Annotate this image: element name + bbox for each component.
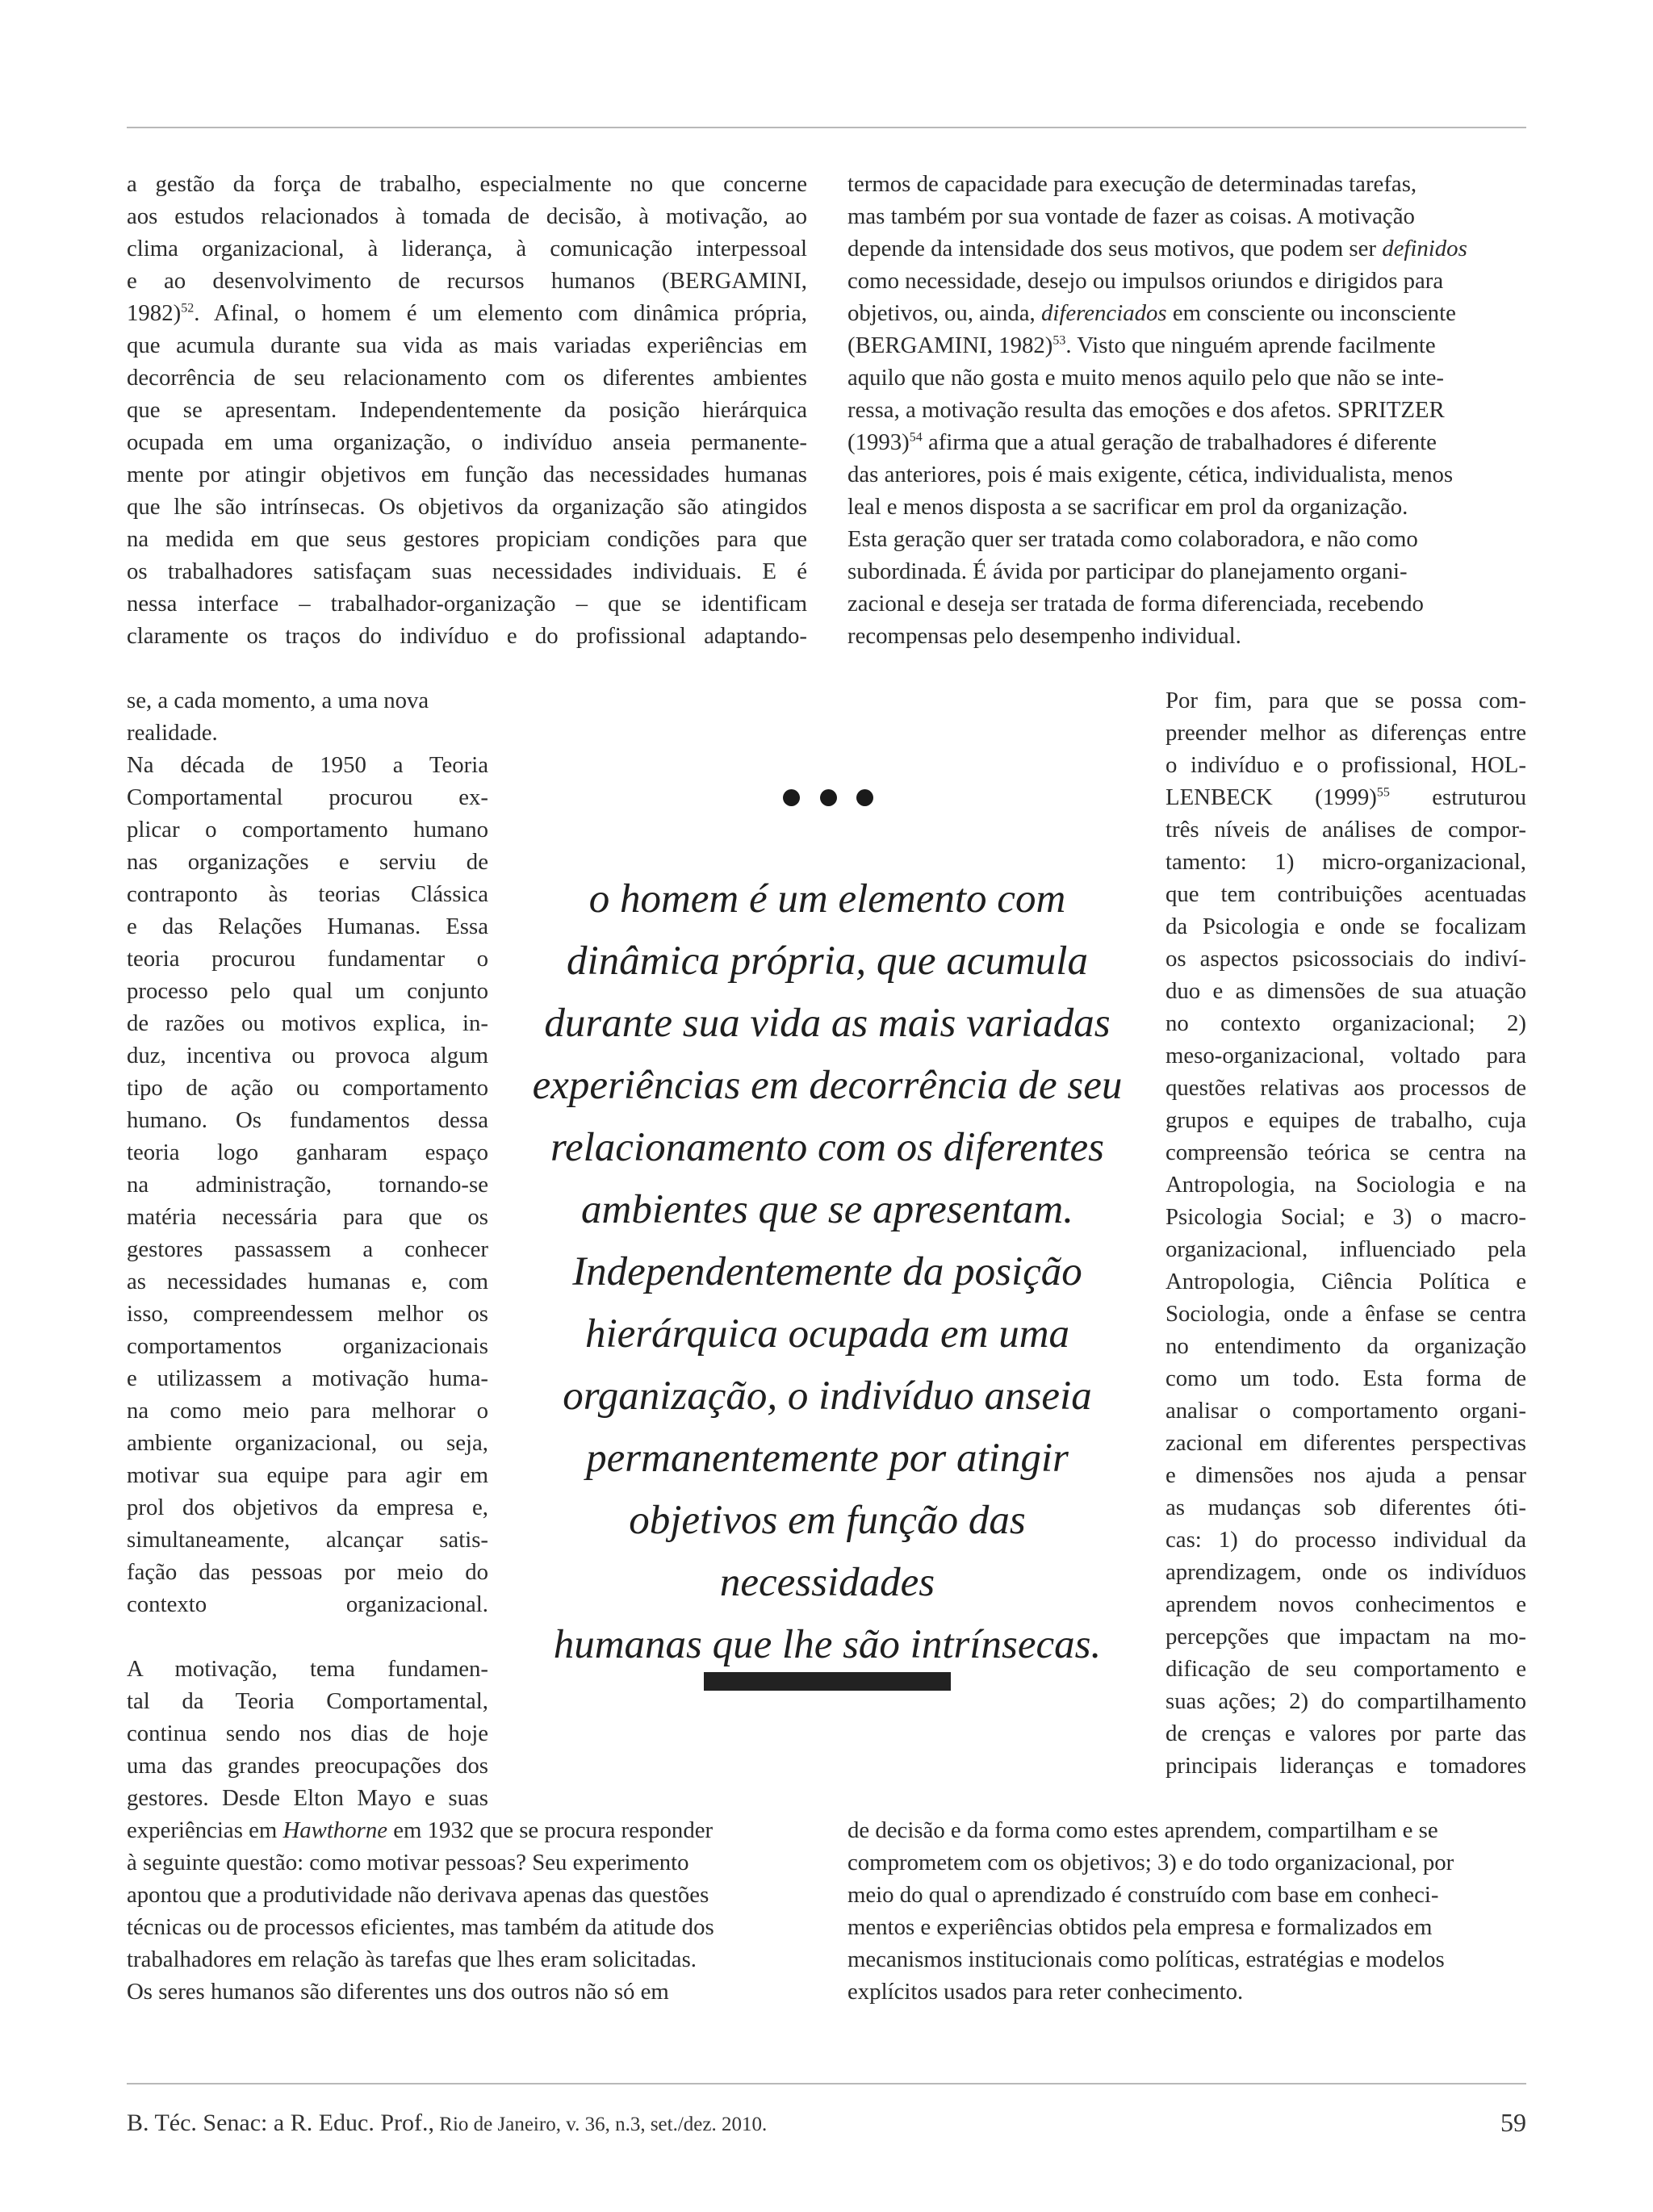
ornament-dot <box>856 789 873 806</box>
pullquote-ornament-dots <box>783 787 873 808</box>
right-p1-text-b: como necessidade, desejo ou impulsos oriundos e dirigidos para objetivos, ou, ainda, <box>847 268 1444 326</box>
left-paragraph-1 <box>127 168 807 652</box>
right-paragraph-2 <box>1165 684 1526 1782</box>
pullquote-bar <box>704 1672 951 1691</box>
footer-citation <box>127 2110 767 2137</box>
ornament-dot <box>783 789 800 806</box>
right-p1-text-d: . Visto que ninguém aprende facilmente aquilo que não gosta e muito menos aquilo pelo que não se inte- ressa, a motivação resulta das emoções e dos afetos. SPRITZER (1993) <box>847 332 1445 455</box>
right-p1-text-e: afirma que a atual geração de trabalhadores é diferente das anteriores, pois é mais exigente, cética, individualista, menos leal e menos disposta a se sacrificar em prol da organização. Esta geração quer ser tratada como colaboradora, e não como subordinada. É ávida por participar do planejamento organi- zacional e deseja ser tratada de forma diferenciada, recebendo recompensas pelo desempenho individual. <box>847 429 1454 649</box>
footnote-ref-53: 53 <box>1052 333 1066 348</box>
footnote-ref-54: 54 <box>909 430 923 445</box>
right-p1-emphasis-2: diferenciados <box>1040 300 1167 326</box>
journal-name: B. Téc. Senac: a R. Educ. Prof., <box>127 2110 435 2136</box>
journal-details: Rio de Janeiro, v. 36, n.3, set./dez. 2010. <box>434 2114 768 2135</box>
right-p1-text-a: termos de capacidade para execução de determinadas tarefas, mas também por sua vontade de fazer as coisas. A motivação depende da intensidade dos seus motivos, que podem ser <box>847 171 1417 261</box>
right-paragraph-1 <box>847 168 1526 652</box>
left-p4-emphasis: Hawthorne <box>282 1817 388 1843</box>
bottom-rule <box>127 2083 1526 2084</box>
left-paragraph-4 <box>127 1814 807 2008</box>
left-paragraph-3: A motivação, tema fundamen- tal da Teoria Comportamental, continua sendo nos dias de hoje uma das grandes preocupações dos gestores. Desde Elton Mayo e suas <box>127 1656 488 1811</box>
top-rule <box>127 127 1526 128</box>
left-paragraph-2: Na década de 1950 a Teoria Comportamental procurou ex- plicar o comportamento humano nas organizações e serviu de contraponto às teorias Clássica e das Relações Humanas. Essa teoria procurou fundamentar o processo pelo qual um conjunto de razões ou motivos explica, in- duz, incentiva ou provoca algum tipo de ação ou comportamento humano. Os fundamentos dessa teoria logo ganharam espaço na administração, tornando-se matéria necessária para que os gestores passassem a conhecer as necessidades humanas e, com isso, compreendessem melhor os comportamentos organizacionais e utilizassem a motivação huma- na como meio para melhorar o ambiente organizacional, ou seja, motivar sua equipe para agir em prol dos objetivos da empresa e, simultaneamente, alcançar satis- fação das pessoas por meio do contexto organizacional. <box>127 752 488 1617</box>
right-p2-text-b: estruturou três níveis de análises de compor- tamento: 1) micro-organizacional, que tem contribuições acentuadas da Psicologia e onde se focalizam os aspectos psicossociais do indiví- duo e as dimensões de sua atuação no contexto organizacional; 2) meso-organizacional, voltado para questões relativas aos processos de grupos e equipes de trabalho, cuja compreensão teórica se centra na Antropologia, na Sociologia e na Psicologia Social; e 3) o macro- organizacional, influenciado pela Antropologia, Ciência Política e Sociologia, onde a ênfase se centra no entendimento da organização como um todo. Esta forma de analisar o comportamento organi- zacional em diferentes perspectivas e dimensões nos ajuda a pensar as mudanças sob diferentes óti- cas: 1) do processo individual da aprendizagem, onde os indivíduos aprendem novos conhecimentos e percepções que impactam na mo- dificação de seu comportamento e suas ações; 2) do compartilhamento de crenças e valores por parte das principais lideranças e tomadores <box>1165 784 1526 1779</box>
left-paragraph-1-tail: se, a cada momento, a uma nova realidade. <box>127 688 429 746</box>
right-p2-text-a: Por fim, para que se possa com- preender melhor as diferenças entre o indivíduo e o profissional, HOL- LENBECK (1999) <box>1165 688 1526 810</box>
left-p4-text-a: experiências em <box>127 1817 283 1843</box>
ornament-dot <box>820 789 837 806</box>
footnote-ref-52: 52 <box>181 301 195 316</box>
right-p1-text-c: em consciente ou inconsciente (BERGAMINI, 1982) <box>847 300 1456 358</box>
right-paragraph-3: de decisão e da forma como estes aprendem, compartilham e se comprometem com os objetivos; 3) e do todo organizacional, por meio do qual o aprendizado é construído com base em conheci- mentos e experiências obtidos pela empresa e formalizados em mecanismos institucionais como políticas, estratégias e modelos explícitos usados para reter conhecimento. <box>847 1817 1454 2005</box>
pullquote: o homem é um elemento com dinâmica própria, que acumula durante sua vida as mais variadas experiências em decorrência de seu relacionamento com os diferentes ambientes que se apresentam. Independentemente da posição hierárquica ocupada em uma organização, o indivíduo anseia permanentemente por atingir objetivos em função das necessidades humanas que lhe são intrínsecas. <box>532 876 1123 1667</box>
page-number: 59 <box>1500 2108 1526 2137</box>
left-p1-rest: . Afinal, o homem é um elemento com dinâmica própria, que acumula durante sua vida as mais variadas experiências em decorrência de seu relacionamento com os diferentes ambientes que se apresentam. Independentemente da posição hierárquica ocupada em uma organização, o indivíduo anseia permanente- mente por atingir objetivos em função das necessidades humanas que lhe são intrínsecas. Os objetivos da organização são atingidos na medida em que seus gestores propiciam condições para que os trabalhadores satisfaçam suas necessidades individuais. E é nessa interface – trabalhador-organização – que se identificam claramente os traços do indivíduo e do profissional adaptando- <box>127 300 807 649</box>
right-p1-emphasis-1: definidos <box>1382 236 1467 261</box>
footnote-ref-55: 55 <box>1376 785 1390 800</box>
left-p4-text-b: em 1932 que se procura responder à seguinte questão: como motivar pessoas? Seu experimento apontou que a produtividade não derivava apenas das questões técnicas ou de processos eficientes, mas também da atitude dos trabalhadores em relação às tarefas que lhes eram solicitadas. Os seres humanos são diferentes uns dos outros não só em <box>127 1817 714 2005</box>
left-p1-text: a gestão da força de trabalho, especialmente no que concerne aos estudos relacionados à tomada de decisão, à motivação, ao clima organizacional, à liderança, à comunicação interpessoal e ao desenvolvimento de recursos humanos (BERGAMINI, 1982) <box>127 171 807 326</box>
